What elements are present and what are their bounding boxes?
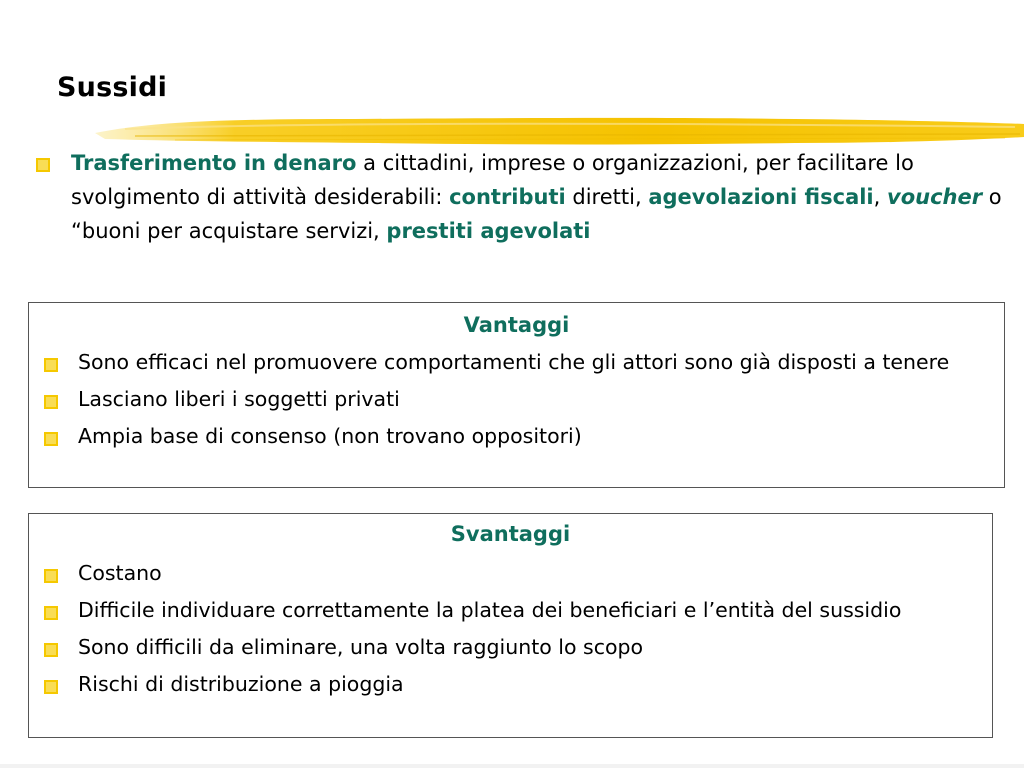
list-item-text: Costano bbox=[78, 561, 162, 585]
svantaggi-title: Svantaggi bbox=[450, 522, 571, 546]
list-item bbox=[44, 384, 994, 415]
list-item bbox=[44, 558, 982, 589]
intro-highlight-prestiti: prestiti agevolati bbox=[386, 219, 591, 243]
intro-highlight-voucher: voucher bbox=[887, 185, 983, 209]
intro-text-4: o “buoni per acquistare servizi, bbox=[71, 185, 1002, 243]
list-item bbox=[44, 347, 994, 378]
intro-paragraph bbox=[71, 146, 1006, 248]
list-item-text: Ampia base di consenso (non trovano oppositori) bbox=[78, 424, 582, 448]
square-bullet-icon bbox=[44, 395, 58, 409]
vantaggi-title: Vantaggi bbox=[463, 313, 570, 337]
list-item-text: Sono difficili da eliminare, una volta raggiunto lo scopo bbox=[78, 635, 644, 659]
vantaggi-box bbox=[28, 302, 1005, 488]
intro-text-2: diretti, bbox=[565, 185, 649, 209]
svantaggi-list bbox=[44, 558, 982, 706]
intro-highlight-agevolazioni: agevolazioni fiscali bbox=[648, 185, 874, 209]
vantaggi-list bbox=[44, 347, 994, 458]
bottom-bar bbox=[0, 764, 1024, 768]
list-item-text: Rischi di distribuzione a pioggia bbox=[78, 672, 404, 696]
list-item bbox=[44, 632, 982, 663]
square-bullet-icon bbox=[44, 680, 58, 694]
square-bullet-icon bbox=[44, 358, 58, 372]
square-bullet-icon bbox=[44, 432, 58, 446]
square-bullet-icon bbox=[44, 569, 58, 583]
square-bullet-icon bbox=[44, 643, 58, 657]
list-item-text: Sono efficaci nel promuovere comportamenti che gli attori sono già disposti a tenere bbox=[78, 350, 950, 374]
svantaggi-box bbox=[28, 513, 993, 738]
intro-highlight-trasferimento: Trasferimento in denaro bbox=[71, 151, 357, 175]
list-item-text: Difficile individuare correttamente la platea dei beneficiari e l’entità del sussidio bbox=[78, 598, 902, 622]
list-item bbox=[44, 595, 982, 626]
square-bullet-icon bbox=[44, 606, 58, 620]
slide-title: Sussidi bbox=[57, 72, 168, 103]
square-bullet-icon bbox=[36, 158, 50, 172]
list-item bbox=[44, 421, 994, 452]
intro-text-1: a cittadini, imprese o organizzazioni, per facilitare lo svolgimento di attività desiderabili: bbox=[71, 151, 914, 209]
list-item-text: Lasciano liberi i soggetti privati bbox=[78, 387, 400, 411]
intro-highlight-contributi: contributi bbox=[449, 185, 566, 209]
intro-text-3: , bbox=[873, 185, 887, 209]
list-item bbox=[44, 669, 982, 700]
